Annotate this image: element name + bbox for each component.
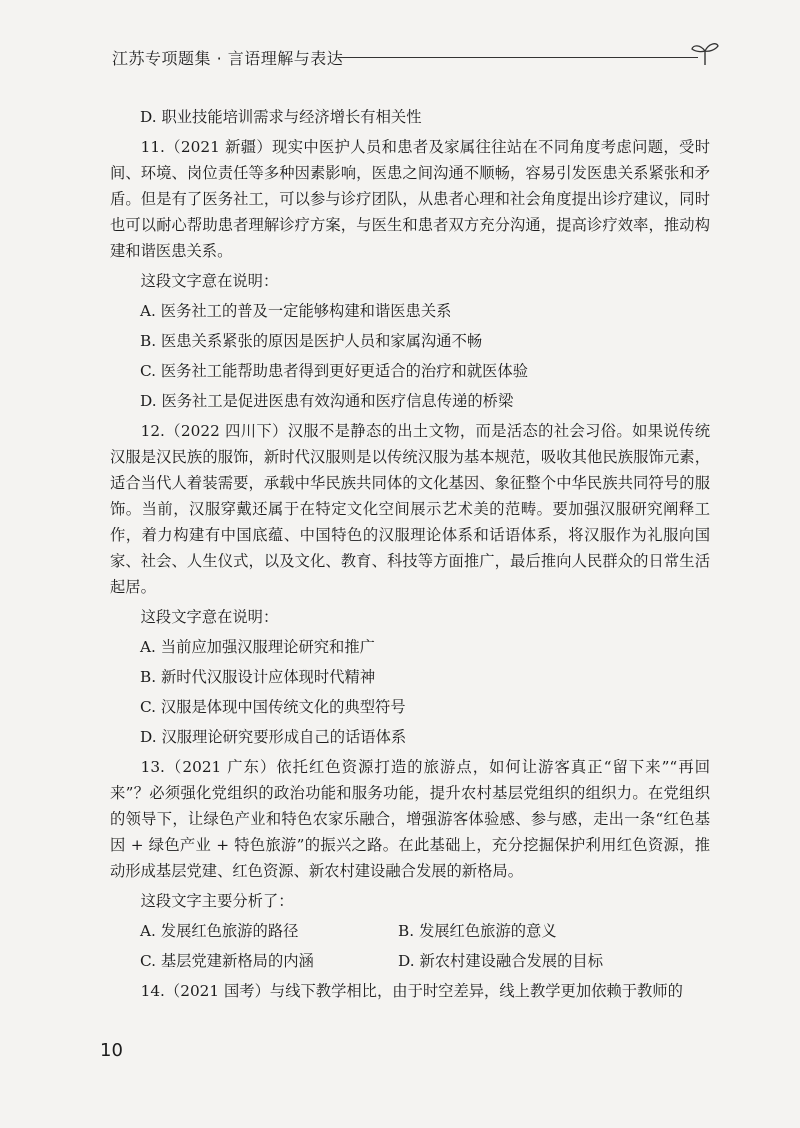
question-12-prompt: 这段文字意在说明： bbox=[140, 608, 279, 626]
question-12-option-d: D. 汉服理论研究要形成自己的话语体系 bbox=[140, 728, 407, 746]
question-13-options-row-1 bbox=[110, 918, 710, 944]
question-11-option-d: D. 医务社工是促进医患有效沟通和医疗信息传递的桥梁 bbox=[140, 392, 514, 410]
sprout-icon bbox=[690, 40, 720, 66]
question-11-prompt: 这段文字意在说明： bbox=[140, 272, 279, 290]
question-11-option-a: A. 医务社工的普及一定能够构建和谐医患关系 bbox=[140, 302, 452, 320]
question-13-options-row-2 bbox=[110, 948, 710, 974]
question-13-passage: 13.（2021 广东）依托红色资源打造的旅游点，如何让游客真正“留下来”“再回来”？必须强化党组织的政治功能和服务功能，提升农村基层党组织的组织力。在党组织的领导下，让绿色产业和特色农家乐融合，增强游客体验感、参与感，走出一条“红色基因 + 绿色产业 + 特色旅游”的振兴之路。在此基础上，充分挖掘保护利用红色资源，推动形成基层党建、红色资源、新农村建设融合发展的新格局。 bbox=[110, 758, 710, 880]
question-14-passage: 14.（2021 国考）与线下教学相比，由于时空差异，线上教学更加依赖于教师的 bbox=[140, 982, 683, 1000]
question-13-option-c: C. 基层党建新格局的内涵 bbox=[140, 952, 314, 970]
question-11-passage: 11.（2021 新疆）现实中医护人员和患者及家属往往站在不同角度考虑问题，受时间、环境、岗位责任等多种因素影响，医患之间沟通不顺畅，容易引发医患关系紧张和矛盾。但是有了医务社工，可以参与诊疗团队，从患者心理和社会角度提出诊疗建议，同时也可以耐心帮助患者理解诊疗方案，与医生和患者双方充分沟通，提高诊疗效率，推动构建和谐医患关系。 bbox=[110, 138, 710, 260]
page-number: 10 bbox=[100, 1040, 123, 1061]
running-header bbox=[112, 40, 732, 72]
question-13-option-d: D. 新农村建设融合发展的目标 bbox=[398, 952, 604, 970]
question-12-option-a: A. 当前应加强汉服理论研究和推广 bbox=[140, 638, 375, 656]
page-content bbox=[110, 100, 710, 1004]
header-rule bbox=[338, 57, 698, 58]
question-11-option-c: C. 医务社工能帮助患者得到更好更适合的治疗和就医体验 bbox=[140, 362, 529, 380]
question-13-option-b: B. 发展红色旅游的意义 bbox=[398, 922, 557, 940]
header-title: 江苏专项题集 · 言语理解与表达 bbox=[112, 49, 344, 68]
question-13-option-a: A. 发展红色旅游的路径 bbox=[140, 922, 299, 940]
question-12-option-c: C. 汉服是体现中国传统文化的典型符号 bbox=[140, 698, 406, 716]
question-12-passage: 12.（2022 四川下）汉服不是静态的出土文物，而是活态的社会习俗。如果说传统汉服是汉民族的服饰，新时代汉服则是以传统汉服为基本规范，吸收其他民族服饰元素，适合当代人着装需要，承载中华民族共同体的文化基因、象征整个中华民族共同符号的服饰。当前，汉服穿戴还属于在特定文化空间展示艺术美的范畴。要加强汉服研究阐释工作，着力构建有中国底蕴、中国特色的汉服理论体系和话语体系，将汉服作为礼服向国家、社会、人生仪式，以及文化、教育、科技等方面推广，最后推向人民群众的日常生活起居。 bbox=[110, 422, 710, 596]
question-13-prompt: 这段文字主要分析了： bbox=[140, 892, 294, 910]
carryover-option: D. 职业技能培训需求与经济增长有相关性 bbox=[140, 108, 422, 126]
question-12-option-b: B. 新时代汉服设计应体现时代精神 bbox=[140, 668, 376, 686]
question-11-option-b: B. 医患关系紧张的原因是医护人员和家属沟通不畅 bbox=[140, 332, 483, 350]
